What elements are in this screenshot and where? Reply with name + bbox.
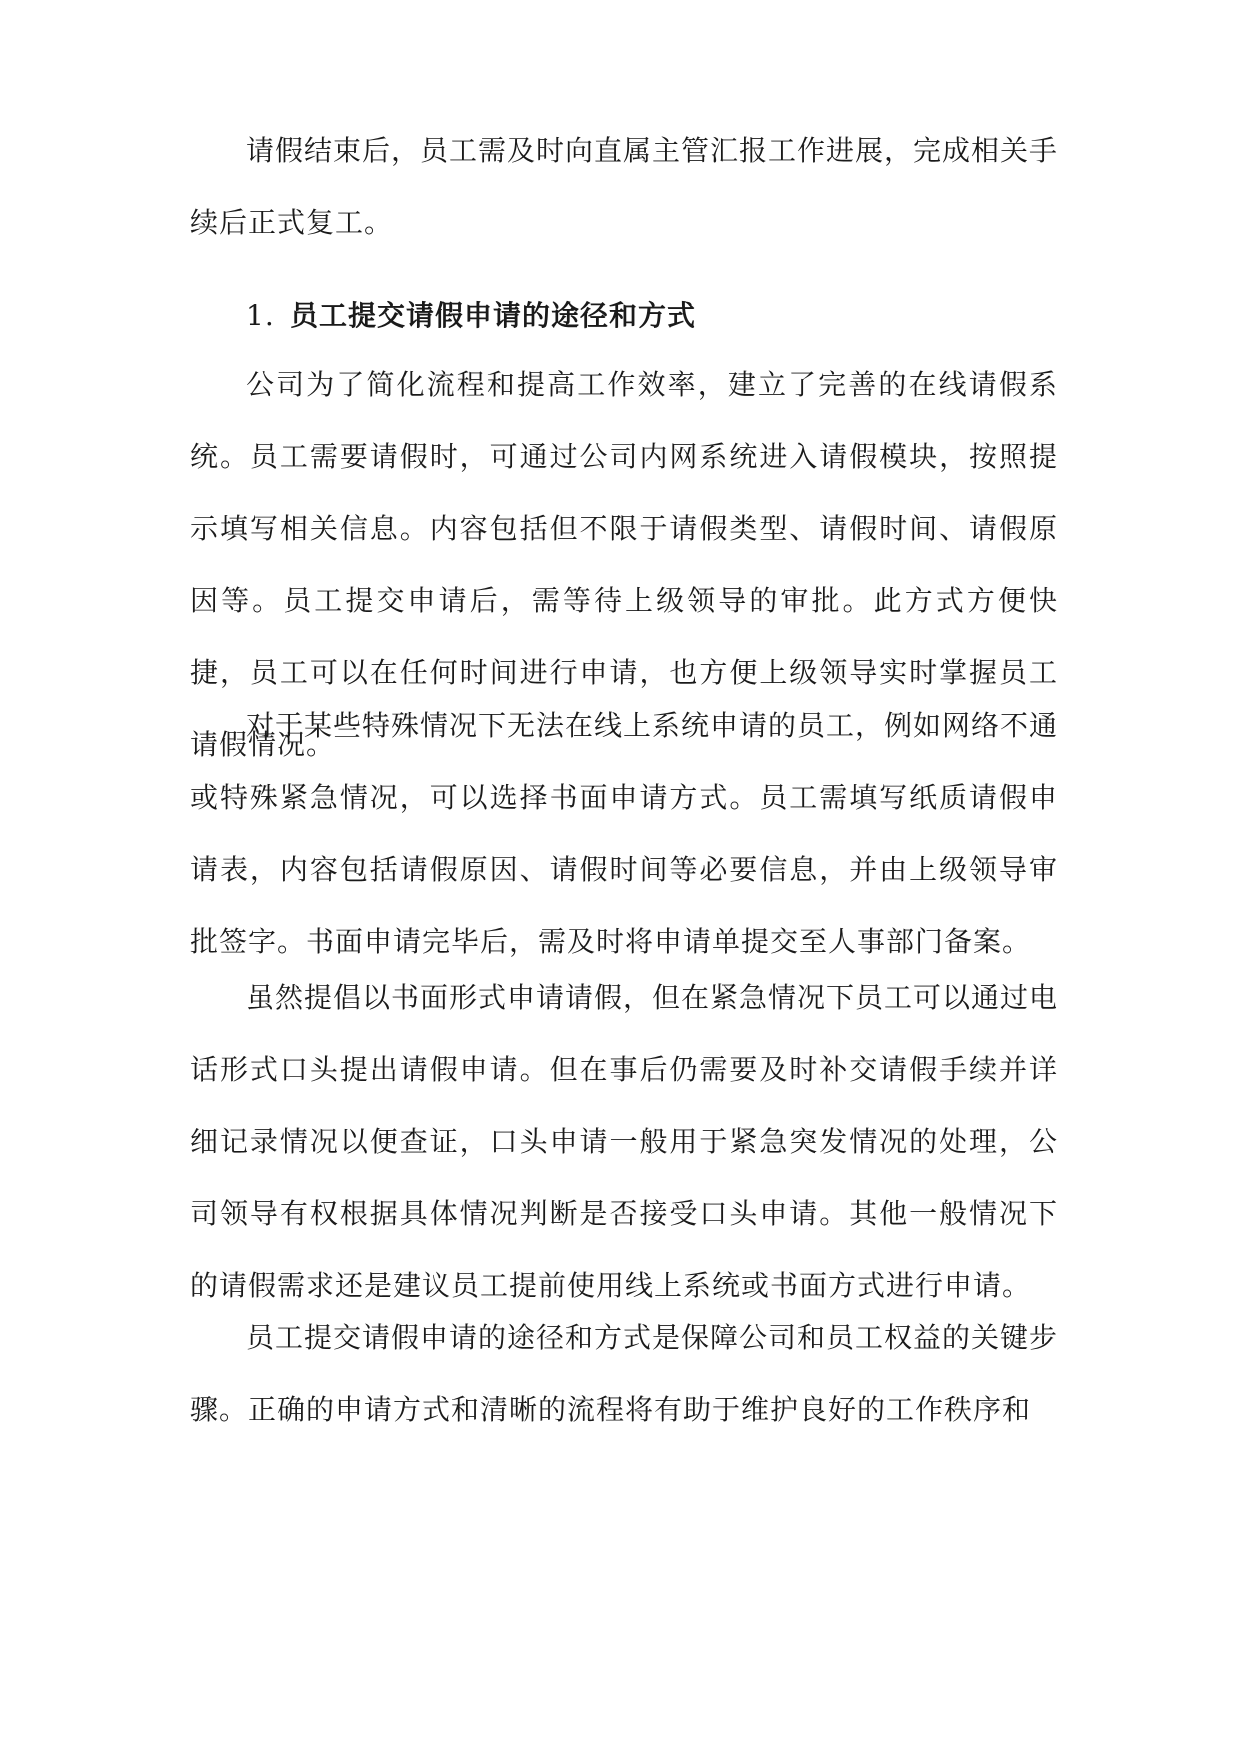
paragraph-return-to-work: 请假结束后，员工需及时向直属主管汇报工作进展，完成相关手续后正式复工。 — [190, 134, 1059, 239]
section-heading — [246, 280, 696, 352]
paragraph-online-system: 公司为了简化流程和提高工作效率，建立了完善的在线请假系统。员工需要请假时，可通过公司内网系统进入请假模块，按照提示填写相关信息。内容包括但不限于请假类型、请假时间、请假原因等。员工提交申请后，需等待上级领导的审批。此方式方便快捷，员工可以在任何时间进行申请，也方便上级领导实时掌握员工请假情况。 — [190, 368, 1058, 761]
paragraph-written-application: 对于某些特殊情况下无法在线上系统申请的员工，例如网络不通或特殊紧急情况，可以选择书面申请方式。员工需填写纸质请假申请表，内容包括请假原因、请假时间等必要信息，并由上级领导审批签字。书面申请完毕后，需及时将申请单提交至人事部门备案。 — [190, 709, 1059, 958]
section-title: 员工提交请假申请的途径和方式 — [290, 299, 697, 332]
section-number: 1. — [246, 299, 275, 332]
paragraph-summary: 员工提交请假申请的途径和方式是保障公司和员工权益的关键步骤。正确的申请方式和清晰的流程将有助于维护良好的工作秩序和 — [190, 1321, 1059, 1426]
paragraph-verbal-application: 虽然提倡以书面形式申请请假，但在紧急情况下员工可以通过电话形式口头提出请假申请。但在事后仍需要及时补交请假手续并详细记录情况以便查证，口头申请一般用于紧急突发情况的处理，公司领导有权根据具体情况判断是否接受口头申请。其他一般情况下的请假需求还是建议员工提前使用线上系统或书面方式进行申请。 — [190, 981, 1059, 1302]
